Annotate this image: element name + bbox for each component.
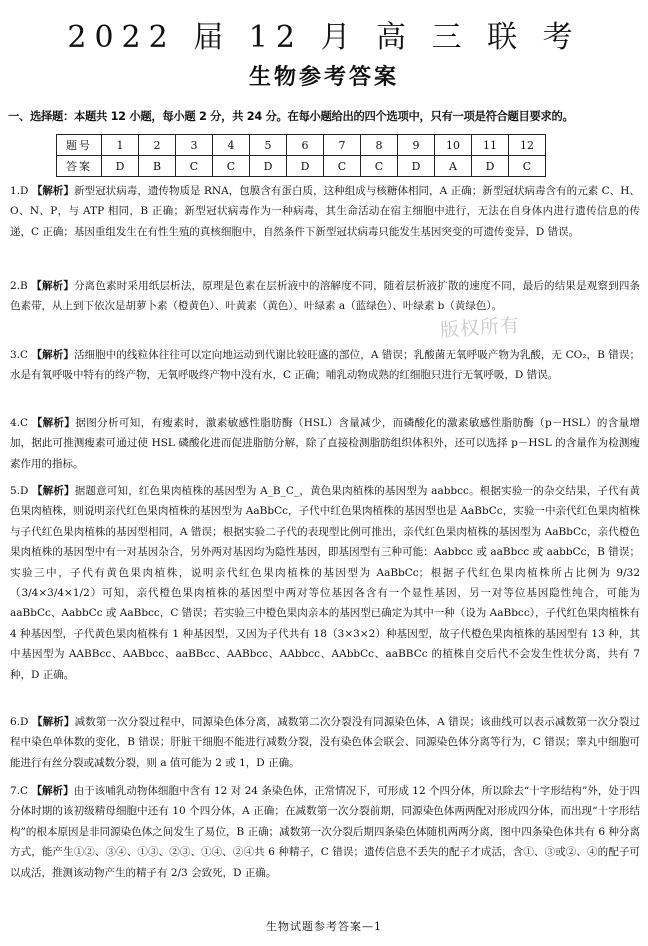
question-number-cell: 6: [287, 135, 324, 156]
question-number: 5.D: [10, 485, 29, 497]
document-subtitle: 生物参考答案: [248, 65, 399, 90]
question-number: 4.C: [10, 417, 29, 429]
question-number-cell: 4: [213, 135, 250, 156]
question-5-explanation: [10, 481, 640, 685]
answer-cell: C: [324, 156, 361, 177]
copyright-watermark: 版权所有: [439, 314, 521, 342]
question-number-cell: 12: [509, 135, 546, 156]
answer-cell: A: [435, 156, 472, 177]
question-number-cell: 7: [324, 135, 361, 156]
answer-cell: D: [102, 156, 139, 177]
explanation-text: 新型冠状病毒，遗传物质是 RNA，包膜含有蛋白质，这种组成与核糖体相同，A 正确；新型冠状病毒含有的元素 C、H、O、N、P，与 ATP 相同，B 正确；新型冠状病毒作为一种病毒，其生命活动在宿主细胞中进行，无法在自身体内进行遗传信息的传递，C 正确；基因重组发生在有性生殖的真核细胞中，自然条件下新型冠状病毒只能发生基因突变的可遗传变异，D 错误。: [10, 185, 641, 238]
analysis-tag: 【解析】: [31, 417, 76, 429]
answer-cell: D: [250, 156, 287, 177]
explanation-text: 由于该哺乳动物体细胞中含有 12 对 24 条染色体，正常情况下，可形成 12 个四分体，所以除去“十字形结构”外，处于四分体时期的该初级精母细胞中还有 10 个四分体，A 正确；在减数第一次分裂前期，同源染色体两两配对形成四分体，而出现“十字形结构”的根本原因是非同源染色体之间发生了易位，B 正确；减数第一次分裂后期四条染色体随机两两分离，图中四条染色体共有 6 种分离方式，能产生①②、③④、①③、②③、①④、②④共 6 种精子，C 错误；遗传信息不丢失的配子才成活，含①、③或②、④的配子可以成活，推测该动物产生的精子有 2/3 会致死，D 正确。: [10, 785, 641, 879]
answer-table-question-row: [57, 135, 546, 156]
analysis-tag: 【解析】: [31, 485, 75, 497]
answer-cell: C: [509, 156, 546, 177]
analysis-tag: 【解析】: [31, 185, 75, 197]
answer-table-answer-row: [57, 156, 546, 177]
explanation-text: 减数第一次分裂过程中，同源染色体分离，减数第二次分裂没有同源染色体，A 错误；该曲线可以表示减数第一次分裂过程中染色单体数的变化，B 错误；肝脏干细胞不能进行减数分裂，没有染色体会联会、同源染色体分离等行为，C 错误；睾丸中细胞可能进行有丝分裂或减数分裂，则 a 值可能为 2 或 1，D 正确。: [10, 716, 641, 769]
question-number-cell: 10: [435, 135, 472, 156]
question-number-cell: 9: [398, 135, 435, 156]
analysis-tag: 【解析】: [31, 280, 74, 292]
row-label-answer: 答案: [57, 156, 102, 177]
analysis-tag: 【解析】: [31, 349, 74, 361]
answer-cell: C: [176, 156, 213, 177]
explanation-text: 据题意可知，红色果肉植株的基因型为 A_B_C_，黄色果肉植株的基因型为 aabbcc。根据实验一的杂交结果，子代有黄色果肉植株，则说明亲代红色果肉植株的基因型为 AaBbCc，子代中红色果肉植株的基因型也是 AaBbCc，实验一中亲代红色果肉植株与子代红色果肉植株的基因型相同，A 错误；根据实验二子代的表现型比例可推出，亲代红色果肉植株的基因型为 AaBbCc，亲代橙色果肉植株的基因型中有一对基因杂合，另外两对基因均为隐性基因，即基因型有三种可能：Aabbcc 或 aaBbcc 或 aabbCc，B 错误；实验三中，子代有黄色果肉植株，说明亲代红色果肉植株的基因型为 AaBbCc；根据子代红色果肉植株所占比例为 9/32（3/4×3/4×1/2）可知，亲代橙色果肉植株的基因型中两对等位基因各含有一个显性基因，另一对等位基因隐性纯合，可能为 aaBbCc、AabbCc 或 AaBbcc，C 错误；若实验三中橙色果肉亲本的基因型已确定为其中一种（设为 AaBbcc），子代红色果肉植株有 4 种基因型，子代黄色果肉植株有 1 种基因型，又因为子代共有 18（3×3×2）种基因型，故子代橙色果肉植株的基因型有 13 种，其中基因型为 AABBcc、AABbcc、aaBBcc、AABbcc、AAbbcc、AAbbCc、aaBBCc 的植株自交后代不会发生性状分离，共有 7 种，D 正确。: [10, 485, 640, 681]
page-footer: 生物试题参考答案—1: [266, 920, 382, 933]
analysis-tag: 【解析】: [31, 785, 74, 797]
question-number-cell: 5: [250, 135, 287, 156]
question-7-explanation: [10, 781, 640, 883]
question-number-cell: 2: [139, 135, 176, 156]
question-4-explanation: [10, 413, 640, 474]
question-number-cell: 1: [102, 135, 139, 156]
row-label-question: 题号: [57, 135, 102, 156]
explanation-text: 活细胞中的线粒体往往可以定向地运动到代谢比较旺盛的部位，A 错误；乳酸菌无氧呼吸产物为乳酸，无 CO₂，B 错误；水是有氧呼吸中特有的终产物，无氧呼吸终产物中没有水，C 正确；哺乳动物成熟的红细胞只进行无氧呼吸，D 错误。: [10, 349, 641, 382]
answer-table: [56, 134, 546, 177]
answer-cell: D: [287, 156, 324, 177]
question-1-explanation: [10, 181, 640, 242]
question-3-explanation: [10, 345, 640, 386]
answer-cell: B: [139, 156, 176, 177]
question-number: 7.C: [10, 785, 29, 797]
question-number: 3.C: [10, 349, 29, 361]
question-number-cell: 8: [361, 135, 398, 156]
analysis-tag: 【解析】: [31, 716, 75, 728]
question-number: 2.B: [10, 280, 28, 292]
question-number-cell: 3: [176, 135, 213, 156]
answer-cell: D: [398, 156, 435, 177]
question-2-explanation: [10, 276, 640, 317]
section-heading: 一、选择题：本题共 12 小题，每小题 2 分，共 24 分。在每小题给出的四个选项中，只有一项是符合题目要求的。: [8, 110, 574, 123]
question-number: 6.D: [10, 716, 29, 728]
answer-cell: C: [361, 156, 398, 177]
document-title: 2022 届 12 月 高 三 联 考: [67, 20, 581, 55]
answer-cell: C: [213, 156, 250, 177]
answer-cell: D: [472, 156, 509, 177]
explanation-text: 分离色素时采用纸层析法，原理是色素在层析液中的溶解度不同，随着层析液扩散的速度不同，最后的结果是观察到四条色素带，从上到下依次是胡萝卜素（橙黄色）、叶黄素（黄色）、叶绿素 a（蓝绿色）、叶绿素 b（黄绿色）。: [10, 280, 641, 313]
explanation-text: 据图分析可知，有瘦素时，激素敏感性脂肪酶（HSL）含量减少，而磷酸化的激素敏感性脂肪酶（p－HSL）的含量增加，据此可推测瘦素可通过使 HSL 磷酸化进而促进脂肪分解，除了直接检测脂肪组织体积外，还可以选择 p－HSL 的含量作为检测瘦素作用的指标。: [10, 417, 640, 470]
question-number: 1.D: [10, 185, 29, 197]
question-number-cell: 11: [472, 135, 509, 156]
question-6-explanation: [10, 712, 640, 773]
